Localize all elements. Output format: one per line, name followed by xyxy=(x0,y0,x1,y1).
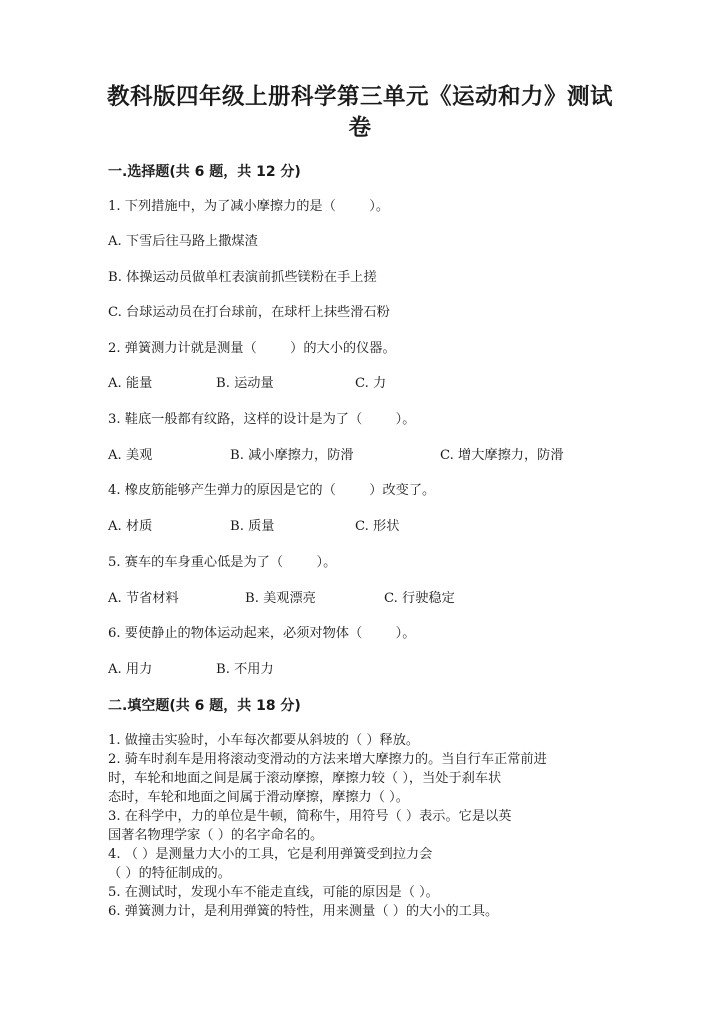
question-option: A. 节省材料 xyxy=(108,591,179,606)
question-option: A. 能量 xyxy=(108,376,153,391)
question-stem: 3. 鞋底一般都有纹路，这样的设计是为了（ ）。 xyxy=(108,412,416,427)
question-stem: 4. 橡皮筋能够产生弹力的原因是它的（ ）改变了。 xyxy=(108,483,436,498)
fill-line: 5. 在测试时，发现小车不能走直线，可能的原因是（ ）。 xyxy=(108,885,439,900)
question-option: C. 行驶稳定 xyxy=(384,591,455,606)
fill-line: 3. 在科学中，力的单位是牛顿，简称牛，用符号（ ）表示。它是以英 xyxy=(108,809,512,824)
question-stem: 2. 弹簧测力计就是测量（ ）的大小的仪器。 xyxy=(108,341,396,356)
question-option: B. 美观漂亮 xyxy=(245,591,316,606)
fill-line: （ ）的特征制成的。 xyxy=(108,866,231,881)
question-option: B. 运动量 xyxy=(216,376,274,391)
question-option: C. 力 xyxy=(355,376,387,391)
question-option: A. 下雪后往马路上撒煤渣 xyxy=(108,234,258,249)
question-stem: 1. 下列措施中，为了减小摩擦力的是（ ）。 xyxy=(108,199,390,214)
fill-line: 时，车轮和地面之间是属于滚动摩擦，摩擦力较（ ），当处于刹车状 xyxy=(108,771,502,786)
question-option: C. 台球运动员在打台球前，在球杆上抹些滑石粉 xyxy=(108,305,390,320)
question-stem: 5. 赛车的车身重心低是为了（ ）。 xyxy=(108,555,337,570)
fill-line: 2. 骑车时刹车是用将滚动变滑动的方法来增大摩擦力的。当自行车正常前进 xyxy=(108,752,547,767)
question-option: A. 用力 xyxy=(108,662,153,677)
question-option: C. 增大摩擦力，防滑 xyxy=(440,448,564,463)
question-option: B. 不用力 xyxy=(216,662,274,677)
section-heading-fill: 二.填空题(共 6 题，共 18 分) xyxy=(108,698,301,714)
question-option: B. 减小摩擦力，防滑 xyxy=(230,448,354,463)
title-line-2: 卷 xyxy=(348,115,372,141)
question-option: A. 材质 xyxy=(108,519,153,534)
fill-in-questions xyxy=(108,731,618,921)
question-option: B. 质量 xyxy=(230,519,275,534)
page-title xyxy=(90,82,630,144)
fill-line: 态时，车轮和地面之间属于滑动摩擦，摩擦力（ ）。 xyxy=(108,790,409,805)
section-heading-choice: 一.选择题(共 6 题，共 12 分) xyxy=(108,164,301,180)
fill-line: 国著名物理学家（ ）的名字命名的。 xyxy=(108,828,324,843)
question-option: C. 形状 xyxy=(355,519,400,534)
question-option: A. 美观 xyxy=(108,448,153,463)
fill-line: 4. （ ）是测量力大小的工具，它是利用弹簧受到拉力会 xyxy=(108,847,433,862)
fill-line: 6. 弹簧测力计，是利用弹簧的特性，用来测量（ ）的大小的工具。 xyxy=(108,904,499,919)
fill-line: 1. 做撞击实验时，小车每次都要从斜坡的（ ）释放。 xyxy=(108,733,420,748)
title-line-1: 教科版四年级上册科学第三单元《运动和力》测试 xyxy=(106,84,613,110)
question-stem: 6. 要使静止的物体运动起来，必须对物体（ ）。 xyxy=(108,626,416,641)
question-option: B. 体操运动员做单杠表演前抓些镁粉在手上搓 xyxy=(108,270,377,285)
